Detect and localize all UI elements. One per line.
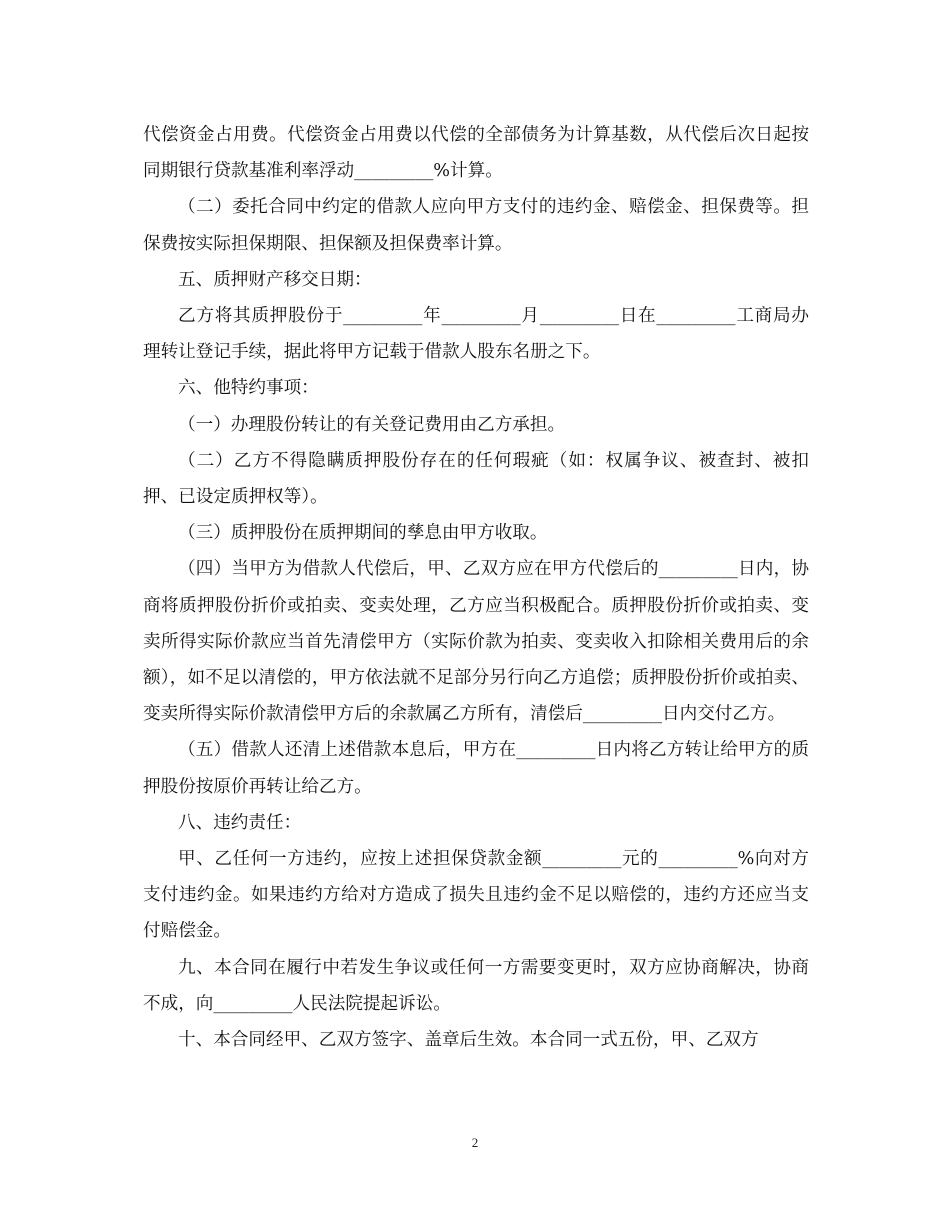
- paragraph-clause-6-4: （四）当甲方为借款人代偿后，甲、乙双方应在甲方代偿后的_________日内，协商将质押股份折价或拍卖、变卖处理，乙方应当积极配合。质押股份折价或拍卖、变卖所得实际价款应当首先清偿甲方（实际价款为拍卖、变卖收入扣除相关费用后的余额），如不足以清偿的，甲方依法就不足部分另行向乙方追偿；质押股份折价或拍卖、变卖所得实际价款清偿甲方后的余款属乙方所有，清偿后_________日内交付乙方。: [143, 559, 809, 725]
- paragraph-clause-6-2: （二）乙方不得隐瞒质押股份存在的任何瑕疵（如：权属争议、被查封、被扣押、已设定质押权等）。: [143, 450, 809, 508]
- heading-section-6: 六、他特约事项：: [178, 378, 319, 399]
- paragraph-clause-6-1: （一）办理股份转让的有关登记费用由乙方承担。: [178, 414, 566, 435]
- paragraph-clause-6-5: （五）借款人还清上述借款本息后，甲方在_________日内将乙方转让给甲方的质押股份按原价再转让给乙方。: [143, 740, 809, 797]
- paragraph-clause-6-3: （三）质押股份在质押期间的孳息由甲方收取。: [178, 523, 548, 544]
- heading-section-5: 五、质押财产移交日期：: [178, 269, 372, 290]
- document-body: [143, 117, 809, 1058]
- paragraph-clause-2-2: （二）委托合同中约定的借款人应向甲方支付的违约金、赔偿金、担保费等。担保费按实际担保期限、担保额及担保费率计算。: [143, 197, 809, 254]
- paragraph-section-10: 十、本合同经甲、乙双方签字、盖章后生效。本合同一式五份，甲、乙双方: [178, 1030, 759, 1051]
- heading-section-8: 八、违约责任：: [178, 812, 302, 833]
- paragraph-transfer-date: 乙方将其质押股份于_________年_________月_________日在_________工商局办理转让登记手续，据此将甲方记载于借款人股东名册之下。: [143, 306, 809, 363]
- paragraph-section-9: 九、本合同在履行中若发生争议或任何一方需要变更时，双方应协商解决，协商不成，向_________人民法院提起诉讼。: [143, 957, 809, 1014]
- page-number: 2: [471, 1135, 479, 1150]
- paragraph-occupation-fee: 代偿资金占用费。代偿资金占用费以代偿的全部债务为计算基数，从代偿后次日起按同期银行贷款基准利率浮动_________%计算。: [143, 125, 809, 182]
- paragraph-breach-liability: 甲、乙任何一方违约，应按上述担保贷款金额_________元的_________%向对方支付违约金。如果违约方给对方造成了损失且违约金不足以赔偿的，违约方还应当支付赔偿金。: [143, 849, 809, 942]
